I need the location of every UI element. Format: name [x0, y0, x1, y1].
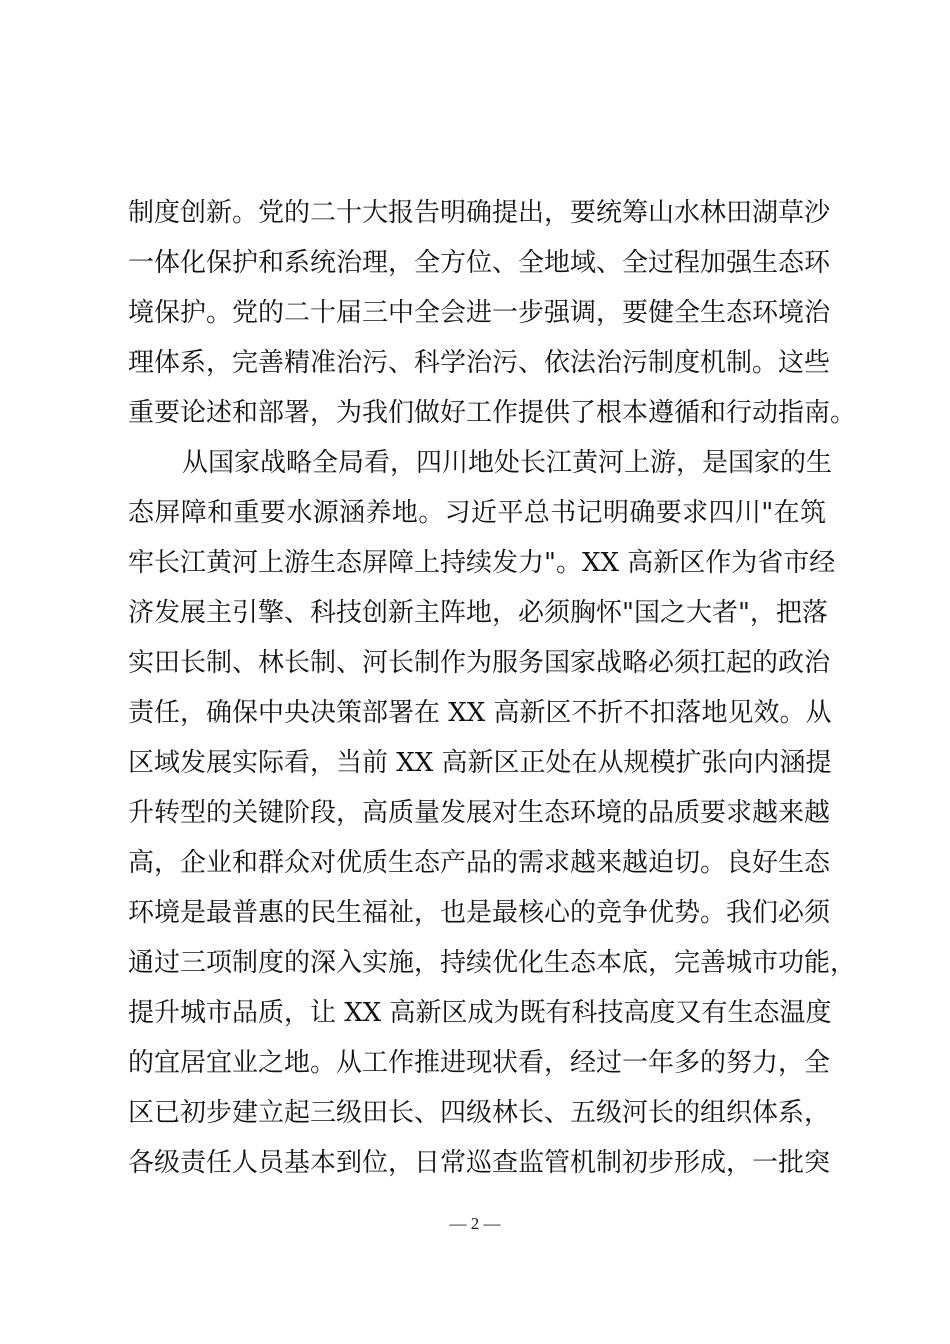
- text-line: 境保护。党的二十届三中全会进一步强调，要健全生态环境治: [128, 298, 831, 328]
- text-line: 的宜居宜业之地。从工作推进现状看，经过一年多的努力，全: [128, 1048, 831, 1078]
- text-line: 升转型的关键阶段，高质量发展对生态环境的品质要求越来越: [128, 798, 831, 828]
- text-line: 提升城市品质，让 XX 高新区成为既有科技高度又有生态温度: [128, 998, 832, 1028]
- text-line: 牢长江黄河上游生态屏障上持续发力"。XX 高新区作为省市经: [128, 548, 836, 578]
- text-line: 通过三项制度的深入实施，持续优化生态本底，完善城市功能，: [128, 948, 857, 978]
- text-line: 实田长制、林长制、河长制作为服务国家战略必须扛起的政治: [128, 648, 831, 678]
- text-line: 责任，确保中央决策部署在 XX 高新区不折不扣落地见效。从: [128, 698, 832, 728]
- page-number: — 2 —: [449, 1214, 501, 1233]
- text-line: 制度创新。党的二十大报告明确提出，要统筹山水林田湖草沙: [128, 198, 831, 228]
- body-text: [128, 188, 857, 1188]
- text-line: 态屏障和重要水源涵养地。习近平总书记明确要求四川"在筑: [128, 498, 826, 528]
- text-line: 理体系，完善精准治污、科学治污、依法治污制度机制。这些: [128, 348, 831, 378]
- text-line: 环境是最普惠的民生福祉，也是最核心的竞争优势。我们必须: [128, 898, 831, 928]
- paragraph-first-line: 从国家战略全局看，四川地处长江黄河上游，是国家的生: [182, 448, 833, 478]
- text-line: 一体化保护和系统治理，全方位、全地域、全过程加强生态环: [128, 248, 831, 278]
- text-line: 重要论述和部署，为我们做好工作提供了根本遵循和行动指南。: [128, 398, 857, 428]
- text-line: 区已初步建立起三级田长、四级林长、五级河长的组织体系，: [128, 1098, 831, 1128]
- text-line: 高，企业和群众对优质生态产品的需求越来越迫切。良好生态: [128, 848, 831, 878]
- text-line: 济发展主引擎、科技创新主阵地，必须胸怀"国之大者"，把落: [128, 598, 828, 628]
- text-line: 区域发展实际看，当前 XX 高新区正处在从规模扩张向内涵提: [128, 748, 832, 778]
- text-line: 各级责任人员基本到位，日常巡查监管机制初步形成，一批突: [128, 1148, 831, 1178]
